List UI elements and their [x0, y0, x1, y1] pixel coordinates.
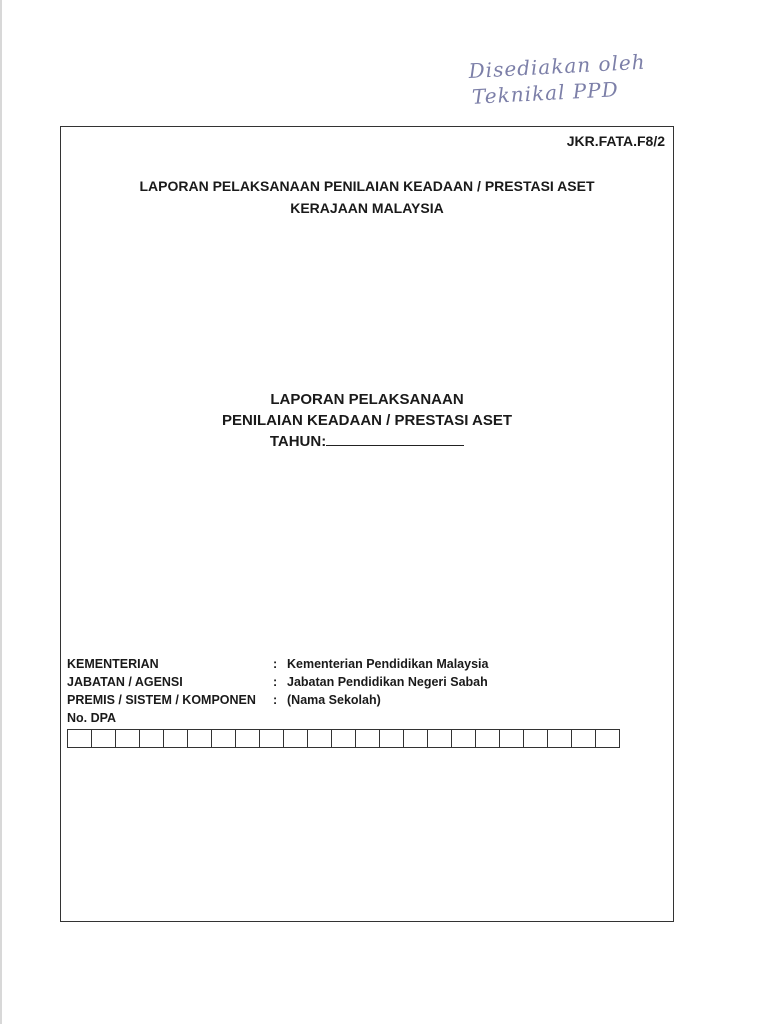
- dpa-digit-box: [139, 729, 164, 748]
- field-value: Jabatan Pendidikan Negeri Sabah: [287, 675, 488, 689]
- handwritten-line-1: Disediakan oleh: [468, 49, 647, 83]
- dpa-digit-box: [115, 729, 140, 748]
- field-value: (Nama Sekolah): [287, 693, 381, 707]
- field-value: Kementerian Pendidikan Malaysia: [287, 657, 489, 671]
- handwritten-note: [468, 45, 710, 109]
- tahun-blank-line: [326, 431, 464, 446]
- dpa-digit-box: [235, 729, 260, 748]
- dpa-digit-box: [307, 729, 332, 748]
- dpa-digit-box: [403, 729, 428, 748]
- dpa-digit-box: [283, 729, 308, 748]
- field-label: KEMENTERIAN: [67, 657, 159, 671]
- dpa-digit-box: [571, 729, 596, 748]
- dpa-digit-box: [355, 729, 380, 748]
- dpa-digit-box: [379, 729, 404, 748]
- handwritten-line-2: Teknikal PPD: [471, 77, 620, 109]
- dpa-digit-box: [451, 729, 476, 748]
- field-colon: :: [273, 657, 278, 671]
- scan-edge: [0, 0, 2, 1024]
- tahun-row: [61, 431, 673, 452]
- form-reference-code: JKR.FATA.F8/2: [566, 133, 665, 149]
- field-label: PREMIS / SISTEM / KOMPONEN: [67, 693, 256, 707]
- dpa-digit-box: [499, 729, 524, 748]
- main-title: [61, 175, 673, 219]
- main-title-line-2: KERAJAAN MALAYSIA: [290, 200, 444, 216]
- dpa-digit-box: [91, 729, 116, 748]
- field-row-kementerian: [67, 655, 488, 673]
- tahun-label: TAHUN:: [269, 433, 327, 450]
- dpa-digit-box: [67, 729, 92, 748]
- dpa-number-boxes: [67, 729, 620, 748]
- dpa-digit-box: [187, 729, 212, 748]
- sub-title-line-1: LAPORAN PELAKSANAAN: [270, 391, 464, 408]
- dpa-digit-box: [523, 729, 548, 748]
- field-label: No. DPA: [67, 711, 117, 725]
- dpa-digit-box: [259, 729, 284, 748]
- field-colon: :: [273, 675, 278, 689]
- field-colon: :: [273, 693, 278, 707]
- field-row-jabatan: [67, 673, 488, 691]
- dpa-digit-box: [475, 729, 500, 748]
- dpa-digit-box: [595, 729, 620, 748]
- form-frame: [60, 126, 674, 922]
- sub-title-line-2: PENILAIAN KEADAAN / PRESTASI ASET: [221, 412, 513, 429]
- dpa-digit-box: [211, 729, 236, 748]
- dpa-digit-box: [427, 729, 452, 748]
- field-row-premis: [67, 691, 488, 709]
- dpa-digit-box: [547, 729, 572, 748]
- field-row-dpa: [67, 709, 488, 727]
- main-title-line-1: LAPORAN PELAKSANAAN PENILAIAN KEADAAN / PRESTASI ASET: [139, 178, 595, 194]
- field-label: JABATAN / AGENSI: [67, 675, 183, 689]
- info-fields: [67, 655, 488, 727]
- dpa-digit-box: [331, 729, 356, 748]
- dpa-digit-box: [163, 729, 188, 748]
- sub-title: [61, 389, 673, 452]
